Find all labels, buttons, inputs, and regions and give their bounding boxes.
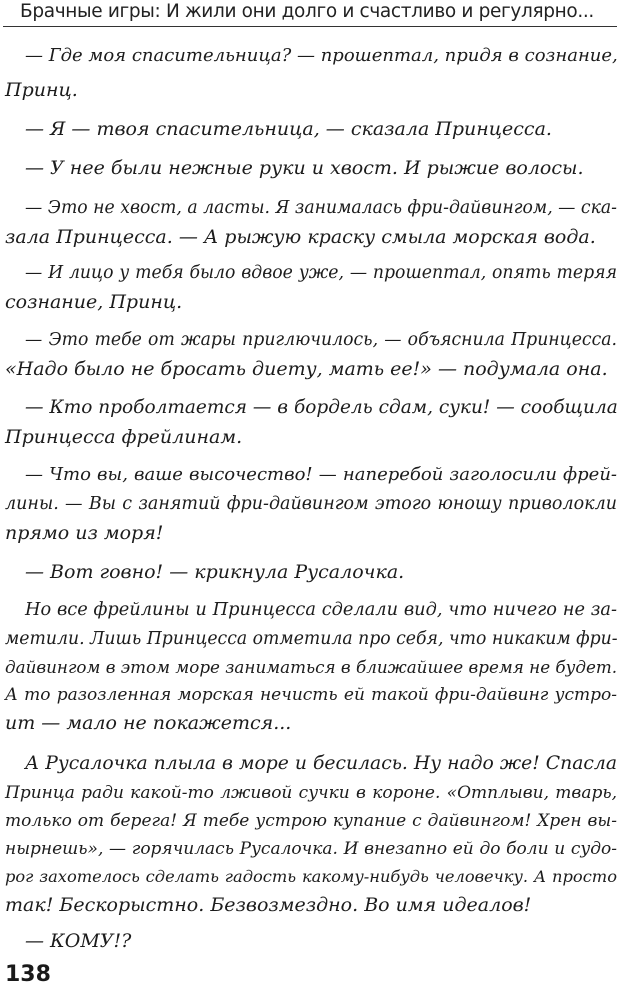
paragraph-11-line-5: рог захотелось сделать гадость какому-нибудь человечку. А просто	[5, 867, 617, 886]
paragraph-2-line-1: — Я — твоя спасительница, — сказала Принцесса.	[25, 118, 552, 140]
paragraph-8-line-3: прямо из моря!	[5, 522, 164, 544]
paragraph-11-line-3: только от берега! Я тебе устрою купание с дайвингом! Хрен вы-	[5, 811, 617, 831]
paragraph-11-line-2: Принца ради какой-то лживой сучки в короне. «Отплыви, тварь,	[5, 783, 617, 803]
paragraph-7-line-2: Принцесса фрейлинам.	[5, 426, 243, 448]
paragraph-11-line-4: нырнешь», — горячилась Русалочка. И внезапно ей до боли и судо-	[5, 839, 617, 859]
paragraph-10-line-2: метили. Лишь Принцесса отметила про себя, что никаким фри-	[5, 629, 618, 649]
page-number: 138	[5, 962, 51, 987]
paragraph-10-line-5: ит — мало не покажется...	[5, 712, 292, 734]
paragraph-11-line-1: А Русалочка плыла в море и бесилась. Ну надо же! Спасла	[25, 753, 617, 774]
paragraph-5-line-1: — И лицо у тебя было вдвое уже, — прошептал, опять теряя	[25, 263, 617, 283]
paragraph-8-line-1: — Что вы, ваше высочество! — наперебой заголосили фрей-	[25, 464, 617, 485]
paragraph-11-line-6: так! Бескорыстно. Безвозмездно. Во имя идеалов!	[5, 894, 532, 916]
paragraph-1-line-2: Принц.	[5, 79, 78, 101]
paragraph-10-line-4: А то разозленная морская нечисть ей такой фри-дайвинг устро-	[5, 685, 617, 705]
paragraph-5-line-2: сознание, Принц.	[5, 291, 183, 313]
paragraph-3-line-1: — У нее были нежные руки и хвост. И рыжие волосы.	[25, 157, 584, 179]
paragraph-4-line-2: зала Принцесса. — А рыжую краску смыла морская вода.	[5, 226, 596, 248]
paragraph-6-line-2: «Надо было не бросать диету, мать ее!» — подумала она.	[5, 358, 608, 380]
paragraph-9-line-1: — Вот говно! — крикнула Русалочка.	[25, 561, 405, 583]
paragraph-12-line-1: — КОМУ!?	[25, 930, 132, 952]
paragraph-7-line-1: — Кто проболтается — в бордель сдам, суки! — сообщила	[25, 397, 618, 418]
paragraph-6-line-1: — Это тебе от жары приглючилось, — объяснила Принцесса.	[25, 330, 617, 350]
paragraph-8-line-2: лины. — Вы с занятий фри-дайвингом этого юношу приволокли	[5, 494, 617, 514]
paragraph-10-line-3: дайвингом в этом море заниматься в ближайшее время не будет.	[5, 657, 618, 677]
paragraph-10-line-1: Но все фрейлины и Принцесса сделали вид, что ничего не за-	[25, 600, 617, 620]
running-head-title: Брачные игры: И жили они долго и счастливо и регулярно...	[20, 1, 594, 22]
paragraph-1-line-1: — Где моя спасительница? — прошептал, придя в сознание,	[25, 45, 618, 66]
paragraph-4-line-1: — Это не хвост, а ласты. Я занималась фри-дайвингом, — ска-	[25, 198, 617, 218]
running-head-rule	[3, 26, 617, 27]
running-head	[0, 0, 620, 28]
